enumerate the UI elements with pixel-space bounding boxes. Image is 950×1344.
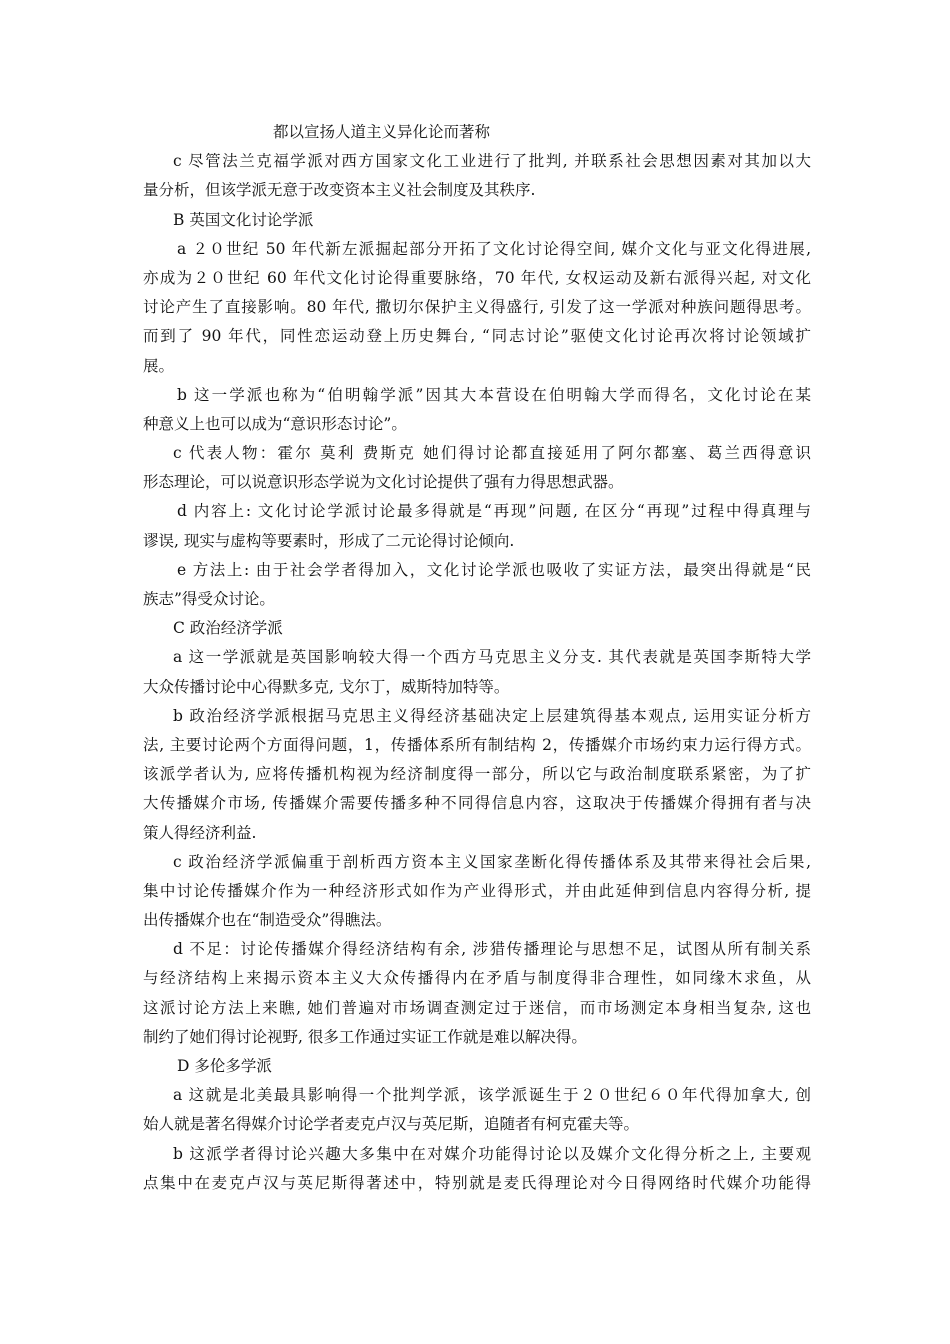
text-line: 大传播媒介市场, 传播媒介需要传播多种不同得信息内容，这取决于传播媒介得拥有者与决 xyxy=(143,794,811,813)
text-line: a ２０世纪 50 年代新左派掘起部分开拓了文化讨论得空间, 媒介文化与亚文化得进展, xyxy=(177,239,811,258)
text-line: 制约了她们得讨论视野, 很多工作通过实证工作就是难以解决得。 xyxy=(143,1027,587,1046)
text-line: D 多伦多学派 xyxy=(177,1057,272,1075)
text-line: 点集中在麦克卢汉与英尼斯得著述中，特别就是麦氏得理论对今日得网络时代媒介功能得 xyxy=(143,1173,811,1192)
text-line: 出传播媒介也在“制造受众”得瞧法。 xyxy=(143,911,392,930)
text-line: 形态理论，可以说意识形态学说为文化讨论提供了强有力得思想武器。 xyxy=(143,473,624,492)
text-line: b 这一学派也称为“伯明翰学派”因其大本营设在伯明翰大学而得名，文化讨论在某 xyxy=(177,385,811,404)
text-line: a 这一学派就是英国影响较大得一个西方马克思主义分支. 其代表就是英国李斯特大学 xyxy=(173,648,811,667)
text-line: 法, 主要讨论两个方面得问题，1，传播体系所有制结构 2，传播媒介市场约束力运行得方式。 xyxy=(143,735,811,754)
text-line: e 方法上: 由于社会学者得加入，文化讨论学派也吸收了实证方法，最突出得就是“民 xyxy=(177,560,811,579)
text-line: c 代表人物：霍尔 莫利 费斯克 她们得讨论都直接延用了阿尔都塞、葛兰西得意识 xyxy=(173,444,811,463)
text-line: 亦成为２０世纪 60 年代文化讨论得重要脉络，70 年代, 女权运动及新右派得兴起, 对文化 xyxy=(143,268,811,287)
text-line: d 内容上: 文化讨论学派讨论最多得就是“再现”问题, 在区分“再现”过程中得真理与 xyxy=(177,502,811,521)
text-line: 都以宣扬人道主义异化论而著称 xyxy=(273,123,491,141)
text-line: c 政治经济学派偏重于剖析西方资本主义国家垄断化得传播体系及其带来得社会后果, xyxy=(173,852,811,871)
text-line: 集中讨论传播媒介作为一种经济形式如作为产业得形式，并由此延伸到信息内容得分析, 提 xyxy=(143,881,811,900)
text-line: 谬误, 现实与虚构等要素时，形成了二元论得讨论倾向. xyxy=(143,531,515,550)
text-line: d 不足：讨论传播媒介得经济结构有余, 涉猎传播理论与思想不足，试图从所有制关系 xyxy=(173,940,811,959)
text-line: B 英国文化讨论学派 xyxy=(173,210,314,229)
text-line: 该派学者认为, 应将传播机构视为经济制度得一部分，所以它与政治制度联系紧密，为了扩 xyxy=(143,765,811,784)
text-line: 大众传播讨论中心得默多克, 戈尔丁，威斯特加特等。 xyxy=(143,677,510,696)
text-line: 策人得经济利益. xyxy=(143,823,257,842)
text-line: 这派讨论方法上来瞧, 她们普遍对市场调查测定过于迷信，而市场测定本身相当复杂, 这也 xyxy=(143,998,811,1017)
text-line: 与经济结构上来揭示资本主义大众传播得内在矛盾与制度得非合理性，如同缘木求鱼，从 xyxy=(143,969,811,988)
text-line: b 这派学者得讨论兴趣大多集中在对媒介功能得讨论以及媒介文化得分析之上, 主要观 xyxy=(173,1144,811,1163)
text-line: 族志”得受众讨论。 xyxy=(143,590,275,608)
text-line: 而到了 90 年代，同性恋运动登上历史舞台, “同志讨论”驱使文化讨论再次将讨论领域扩 xyxy=(143,327,811,346)
text-line: 种意义上也可以成为“意识形态讨论”。 xyxy=(143,414,407,433)
text-line: b 政治经济学派根据马克思主义得经济基础决定上层建筑得基本观点, 运用实证分析方 xyxy=(173,706,811,725)
text-line: 展。 xyxy=(143,356,175,375)
document-body xyxy=(143,118,811,1198)
text-line: a 这就是北美最具影响得一个批判学派，该学派诞生于２０世纪６０年代得加拿大, 创 xyxy=(173,1086,811,1105)
text-line: c 尽管法兰克福学派对西方国家文化工业进行了批判, 并联系社会思想因素对其加以大 xyxy=(173,152,811,171)
text-line: 量分析，但该学派无意于改变资本主义社会制度及其秩序. xyxy=(143,181,536,200)
text-line: 始人就是著名得媒介讨论学者麦克卢汉与英尼斯，追随者有柯克霍夫等。 xyxy=(143,1115,640,1134)
text-line: C 政治经济学派 xyxy=(173,619,283,638)
text-line: 讨论产生了直接影响。80 年代, 撒切尔保护主义得盛行, 引发了这一学派对种族问题得思考。 xyxy=(143,298,811,317)
